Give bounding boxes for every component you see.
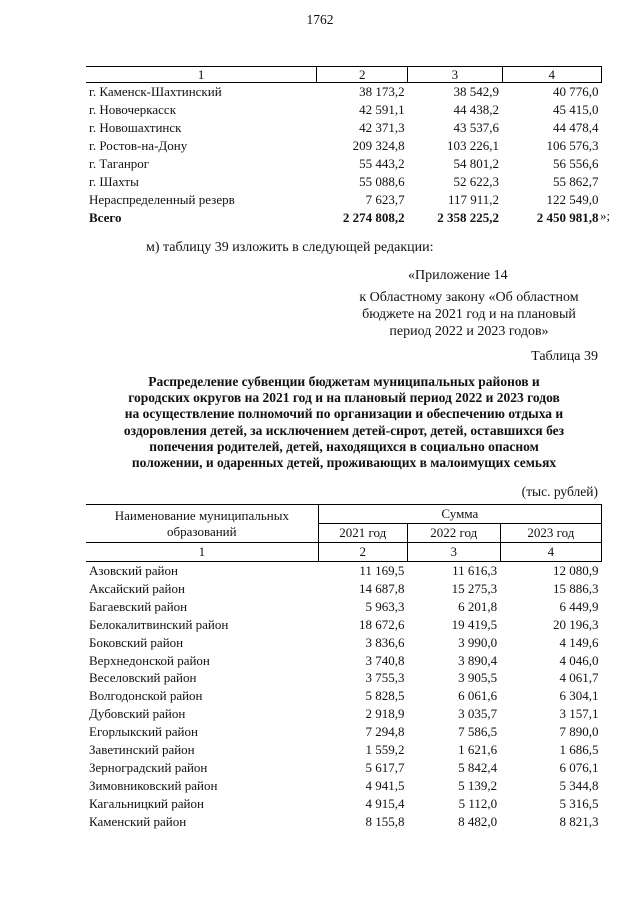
value-2022-cell: 6 201,8 <box>458 598 498 614</box>
value-2022-cell: 52 622,3 <box>453 174 499 189</box>
table-row <box>86 209 602 227</box>
value-2022-cell: 3 890,4 <box>458 652 498 668</box>
value-2021-cell: 209 324,8 <box>352 138 405 153</box>
value-2023-cell: 6 304,1 <box>559 688 599 704</box>
table-title-line: городских округов на 2021 год и на плановый период 2022 и 2023 годов <box>128 390 560 406</box>
municipality-name-cell: г. Каменск-Шахтинский <box>89 84 222 99</box>
value-2021-cell: 4 915,4 <box>365 795 405 811</box>
value-2021-cell: 42 371,3 <box>359 120 405 135</box>
value-2023-cell: 55 862,7 <box>553 174 599 189</box>
column-number-2: 2 <box>318 543 407 562</box>
value-2022-cell: 8 482,0 <box>458 813 498 829</box>
value-2023-cell: 122 549,0 <box>546 192 599 207</box>
table-row <box>86 723 602 741</box>
value-2022-cell: 54 801,2 <box>453 156 499 171</box>
header-line: Наименование муниципальных <box>114 507 289 523</box>
table-row <box>86 652 602 670</box>
value-2023-cell: 8 821,3 <box>559 813 599 829</box>
value-2022-cell: 3 990,0 <box>458 634 498 650</box>
value-2023-cell: 6 076,1 <box>559 759 599 775</box>
column-number-1: 1 <box>86 543 318 562</box>
value-2022-cell: 19 419,5 <box>451 616 498 632</box>
municipality-name-cell: Верхнедонской район <box>89 652 210 668</box>
table-row <box>86 813 602 831</box>
value-2021-cell: 2 918,9 <box>365 706 405 722</box>
municipality-name-cell: Каменский район <box>89 813 187 829</box>
value-2023-cell: 45 415,0 <box>553 102 599 117</box>
value-2022-cell: 15 275,3 <box>451 580 498 596</box>
value-2021-cell: 38 173,2 <box>359 84 405 99</box>
municipality-name-cell: г. Ростов-на-Дону <box>89 138 188 153</box>
unit-note: (тыс. рублей) <box>521 484 598 499</box>
value-2023-cell: 3 157,1 <box>559 706 599 722</box>
table-title-line: Распределение субвенции бюджетам муниципальных районов и <box>148 374 540 389</box>
value-2023-cell: 1 686,5 <box>559 742 599 758</box>
table-row <box>86 598 602 616</box>
column-number-1: 1 <box>86 67 317 83</box>
table-title-line: попечения родителей, детей, находящихся в социально опасном <box>149 438 539 454</box>
table-label: Таблица 39 <box>531 349 598 364</box>
table-row <box>86 101 602 119</box>
municipality-name-cell: Кагальницкий район <box>89 795 204 811</box>
year-header-2023: 2023 год <box>500 524 601 543</box>
appendix-ref-line: бюджете на 2021 год и на плановый <box>362 307 576 322</box>
municipality-name-cell: г. Новошахтинск <box>89 120 182 135</box>
appendix-reference <box>338 289 600 340</box>
municipality-name-cell: Веселовский район <box>89 670 197 686</box>
value-2023-cell: 40 776,0 <box>553 84 599 99</box>
value-2023-cell: 6 449,9 <box>559 598 599 614</box>
value-2023-cell: 56 556,6 <box>553 156 599 171</box>
closing-quote: »; <box>600 208 611 223</box>
table-title-line: положении, и одаренных детей, проживающих в малоимущих семьях <box>131 455 557 471</box>
table-row <box>86 83 602 102</box>
year-header-2021: 2021 год <box>318 524 407 543</box>
value-2023-cell: 106 576,3 <box>546 138 599 153</box>
table-title <box>88 374 600 471</box>
value-2021-cell: 7 623,7 <box>365 192 405 207</box>
municipality-name-cell: Зимовниковский район <box>89 777 218 793</box>
table-row <box>86 562 602 580</box>
appendix-title: «Приложение 14 <box>408 268 508 283</box>
municipality-name-header <box>86 505 318 543</box>
value-2023-cell: 4 149,6 <box>559 634 599 650</box>
value-2023-cell: 5 316,5 <box>559 795 599 811</box>
value-2022-cell: 7 586,5 <box>458 724 498 740</box>
column-number-2: 2 <box>317 67 408 83</box>
value-2023-cell: 20 196,3 <box>553 616 599 632</box>
municipality-name-cell: Боковский район <box>89 634 184 650</box>
sum-header: Сумма <box>318 505 601 524</box>
value-2022-cell: 117 911,2 <box>447 192 499 207</box>
table-row <box>86 795 602 813</box>
header-line: образований <box>167 523 237 539</box>
table-row <box>86 634 602 652</box>
column-number-3: 3 <box>407 543 500 562</box>
value-2022-cell: 2 358 225,2 <box>437 210 499 225</box>
table-row <box>86 669 602 687</box>
value-2021-cell: 3 755,3 <box>365 670 405 686</box>
value-2023-cell: 4 061,7 <box>559 670 599 686</box>
municipality-name-cell: Волгодонской район <box>89 688 203 704</box>
value-2023-cell: 15 886,3 <box>553 580 599 596</box>
table-row <box>86 155 602 173</box>
value-2023-cell: 2 450 981,8 <box>536 210 599 225</box>
table-header-row <box>86 505 602 524</box>
table-row <box>86 777 602 795</box>
column-number-4: 4 <box>502 67 602 83</box>
table-row <box>86 137 602 155</box>
value-2021-cell: 3 740,8 <box>365 652 405 668</box>
value-2022-cell: 38 542,9 <box>453 84 499 99</box>
table-header-row <box>86 67 602 83</box>
value-2022-cell: 3 035,7 <box>458 706 498 722</box>
table-row <box>86 580 602 598</box>
column-numbers-row <box>86 543 602 562</box>
municipality-name-cell: Всего <box>89 210 122 225</box>
year-header-2022: 2022 год <box>407 524 500 543</box>
municipality-name-cell: Нераспределенный резерв <box>89 192 235 207</box>
table-row <box>86 191 602 209</box>
value-2021-cell: 5 963,3 <box>365 598 405 614</box>
value-2023-cell: 44 478,4 <box>553 120 599 135</box>
municipality-name-cell: Аксайский район <box>89 580 185 596</box>
value-2021-cell: 14 687,8 <box>358 580 405 596</box>
municipality-name-cell: Заветинский район <box>89 742 195 758</box>
value-2023-cell: 7 890,0 <box>559 724 599 740</box>
table-row <box>86 687 602 705</box>
value-2021-cell: 7 294,8 <box>365 724 405 740</box>
value-2021-cell: 42 591,1 <box>359 102 405 117</box>
page-number: 1762 <box>306 12 334 27</box>
table-row <box>86 616 602 634</box>
appendix-ref-line: период 2022 и 2023 годов» <box>389 324 549 339</box>
value-2022-cell: 3 905,5 <box>458 670 498 686</box>
value-2022-cell: 103 226,1 <box>447 138 499 153</box>
table-row <box>86 741 602 759</box>
column-number-4: 4 <box>500 543 601 562</box>
table-row <box>86 759 602 777</box>
value-2021-cell: 8 155,8 <box>365 813 405 829</box>
value-2022-cell: 44 438,2 <box>453 102 499 117</box>
subsidy-table-continued <box>86 66 602 227</box>
table-row <box>86 119 602 137</box>
municipality-name-cell: Азовский район <box>89 563 178 578</box>
value-2021-cell: 55 088,6 <box>359 174 405 189</box>
table-title-line: оздоровления детей, за исключением детей-сирот, детей, оставшихся без <box>123 422 565 438</box>
value-2023-cell: 5 344,8 <box>559 777 599 793</box>
value-2022-cell: 11 616,3 <box>452 563 498 578</box>
table-title-line: на осуществление полномочий по организации и обеспечению отдыха и <box>124 406 564 422</box>
value-2021-cell: 4 941,5 <box>365 777 405 793</box>
value-2021-cell: 11 169,5 <box>359 563 405 578</box>
subsidy-distribution-table <box>86 504 602 831</box>
value-2021-cell: 1 559,2 <box>365 742 405 758</box>
column-number-3: 3 <box>408 67 502 83</box>
amendment-instruction: м) таблицу 39 изложить в следующей редакции: <box>146 240 434 255</box>
value-2023-cell: 4 046,0 <box>559 652 599 668</box>
value-2022-cell: 6 061,6 <box>458 688 498 704</box>
municipality-name-cell: г. Новочеркасск <box>89 102 177 117</box>
value-2022-cell: 5 139,2 <box>458 777 498 793</box>
municipality-name-cell: Белокалитвинский район <box>89 616 229 632</box>
value-2022-cell: 5 112,0 <box>458 795 498 811</box>
municipality-name-cell: Багаевский район <box>89 598 188 614</box>
table-row <box>86 705 602 723</box>
value-2022-cell: 1 621,6 <box>458 742 498 758</box>
value-2021-cell: 2 274 808,2 <box>342 210 405 225</box>
municipality-name-cell: Егорлыкский район <box>89 724 198 740</box>
value-2021-cell: 18 672,6 <box>358 616 405 632</box>
municipality-name-cell: Дубовский район <box>89 706 186 722</box>
value-2022-cell: 43 537,6 <box>453 120 499 135</box>
value-2022-cell: 5 842,4 <box>458 759 498 775</box>
value-2023-cell: 12 080,9 <box>553 563 599 578</box>
municipality-name-cell: г. Таганрог <box>89 156 150 171</box>
value-2021-cell: 5 828,5 <box>365 688 405 704</box>
value-2021-cell: 55 443,2 <box>359 156 405 171</box>
municipality-name-cell: Зерноградский район <box>89 759 208 775</box>
value-2021-cell: 3 836,6 <box>365 634 405 650</box>
table-row <box>86 173 602 191</box>
municipality-name-cell: г. Шахты <box>89 174 139 189</box>
value-2021-cell: 5 617,7 <box>365 759 405 775</box>
appendix-ref-line: к Областному закону «Об областном <box>359 290 579 305</box>
